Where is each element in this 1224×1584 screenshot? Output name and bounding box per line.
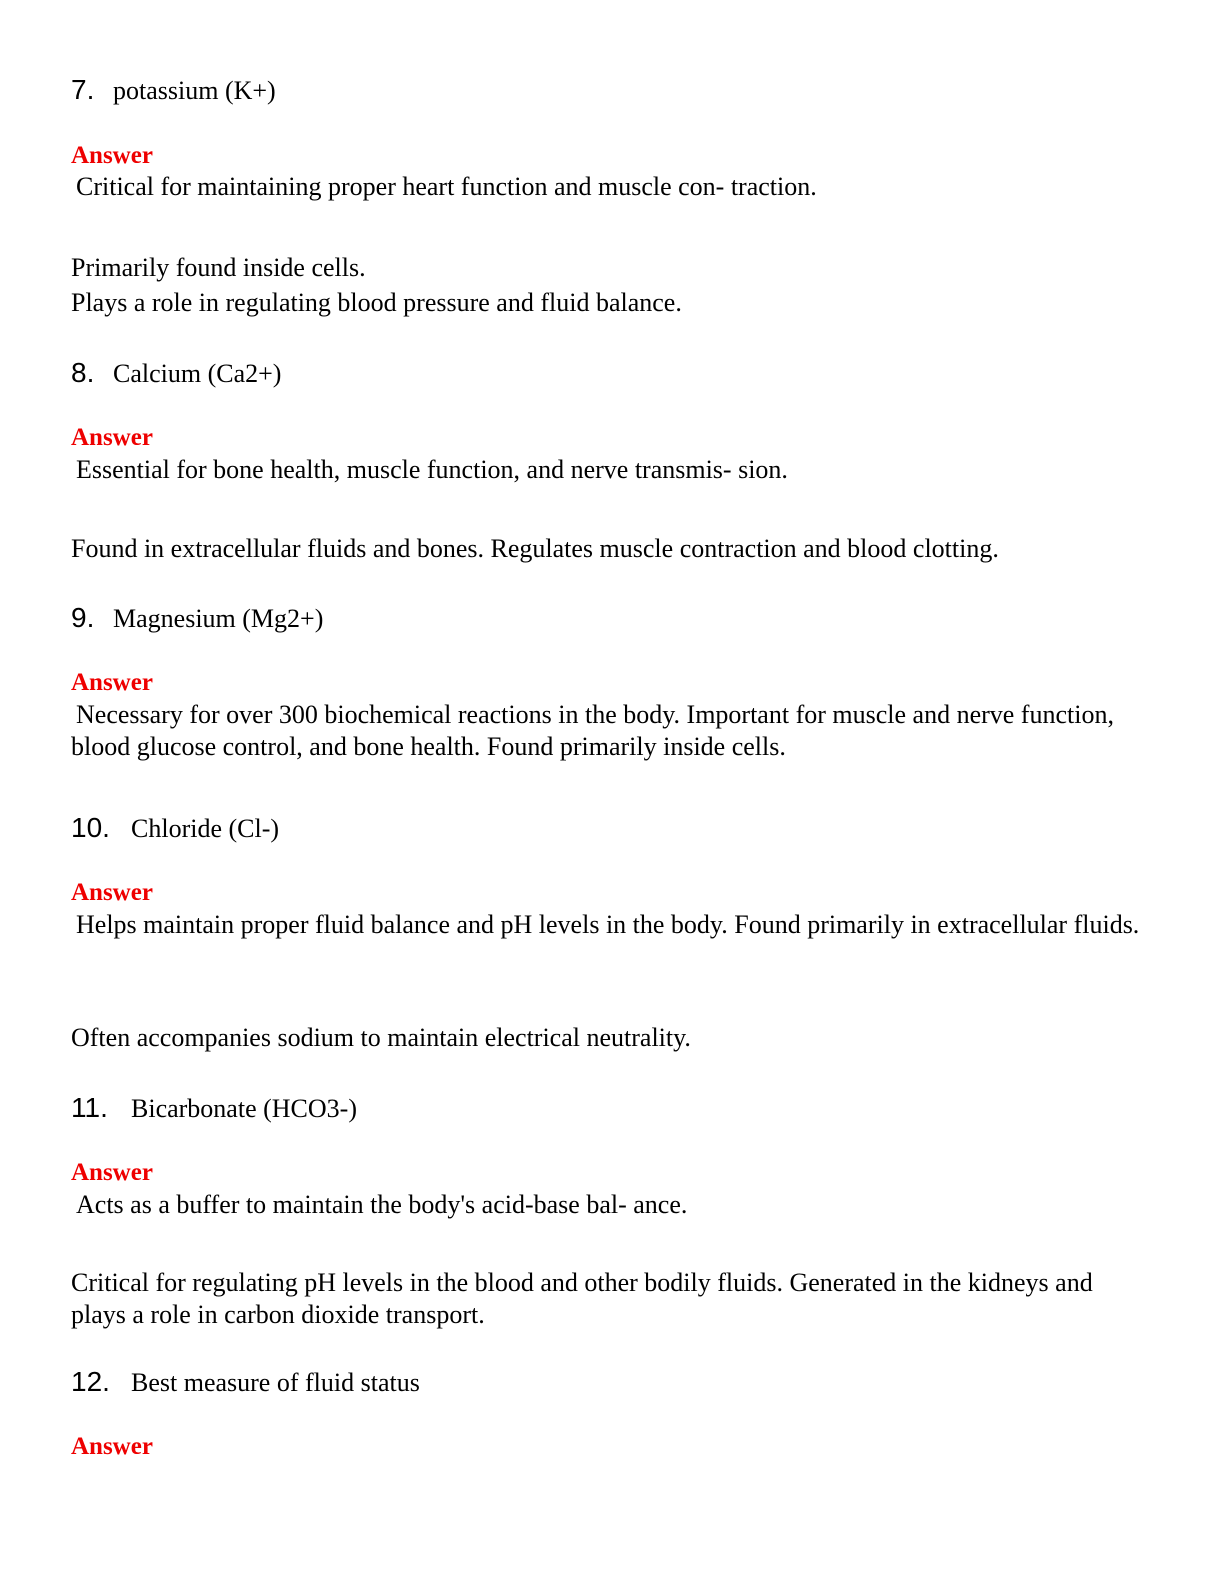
question-8-title	[71, 357, 281, 389]
question-number: 12.	[71, 1366, 110, 1397]
answer-label: Answer	[71, 424, 153, 451]
supplementary-text: Found in extracellular fluids and bones. Regulates muscle contraction and blood clotting.	[71, 534, 999, 563]
question-number: 11.	[71, 1092, 108, 1123]
answer-text: Essential for bone health, muscle function, and nerve transmis- sion.	[76, 455, 788, 484]
answer-label: Answer	[71, 669, 153, 696]
supplementary-text: Critical for regulating pH levels in the blood and other bodily fluids. Generated in the kidneys and plays a role in carbon dioxide transport.	[71, 1268, 1093, 1329]
question-number: 9.	[71, 602, 95, 633]
question-term: Magnesium (Mg2+)	[113, 604, 324, 633]
answer-text: Helps maintain proper fluid balance and pH levels in the body. Found primarily in extracellular fluids.	[76, 910, 1140, 939]
answer-text: Critical for maintaining proper heart function and muscle con- traction.	[76, 172, 817, 201]
question-7-title	[71, 74, 276, 106]
answer-text: Necessary for over 300 biochemical reactions in the body. Important for muscle and nerve function, blood glucose control, and bone health. Found primarily inside cells.	[71, 700, 1114, 761]
answer-label: Answer	[71, 1159, 153, 1186]
question-9-title	[71, 602, 323, 634]
supplementary-text: Often accompanies sodium to maintain electrical neutrality.	[71, 1023, 691, 1052]
question-term: Bicarbonate (HCO3-)	[131, 1094, 357, 1123]
question-term: Calcium (Ca2+)	[113, 359, 282, 388]
question-12-title	[71, 1366, 420, 1398]
question-10-title	[71, 812, 279, 844]
answer-text: Acts as a buffer to maintain the body's acid-base bal- ance.	[76, 1190, 688, 1219]
question-term: potassium (K+)	[113, 76, 276, 105]
supplementary-text: Plays a role in regulating blood pressure and fluid balance.	[71, 288, 682, 317]
answer-label: Answer	[71, 142, 153, 169]
question-number: 8.	[71, 357, 95, 388]
question-11-title	[71, 1092, 357, 1124]
question-number: 7.	[71, 74, 95, 105]
answer-label: Answer	[71, 1433, 153, 1460]
supplementary-text: Primarily found inside cells.	[71, 253, 366, 282]
answer-label: Answer	[71, 879, 153, 906]
question-term: Best measure of fluid status	[131, 1368, 420, 1397]
question-number: 10.	[71, 812, 110, 843]
question-term: Chloride (Cl-)	[131, 814, 280, 843]
